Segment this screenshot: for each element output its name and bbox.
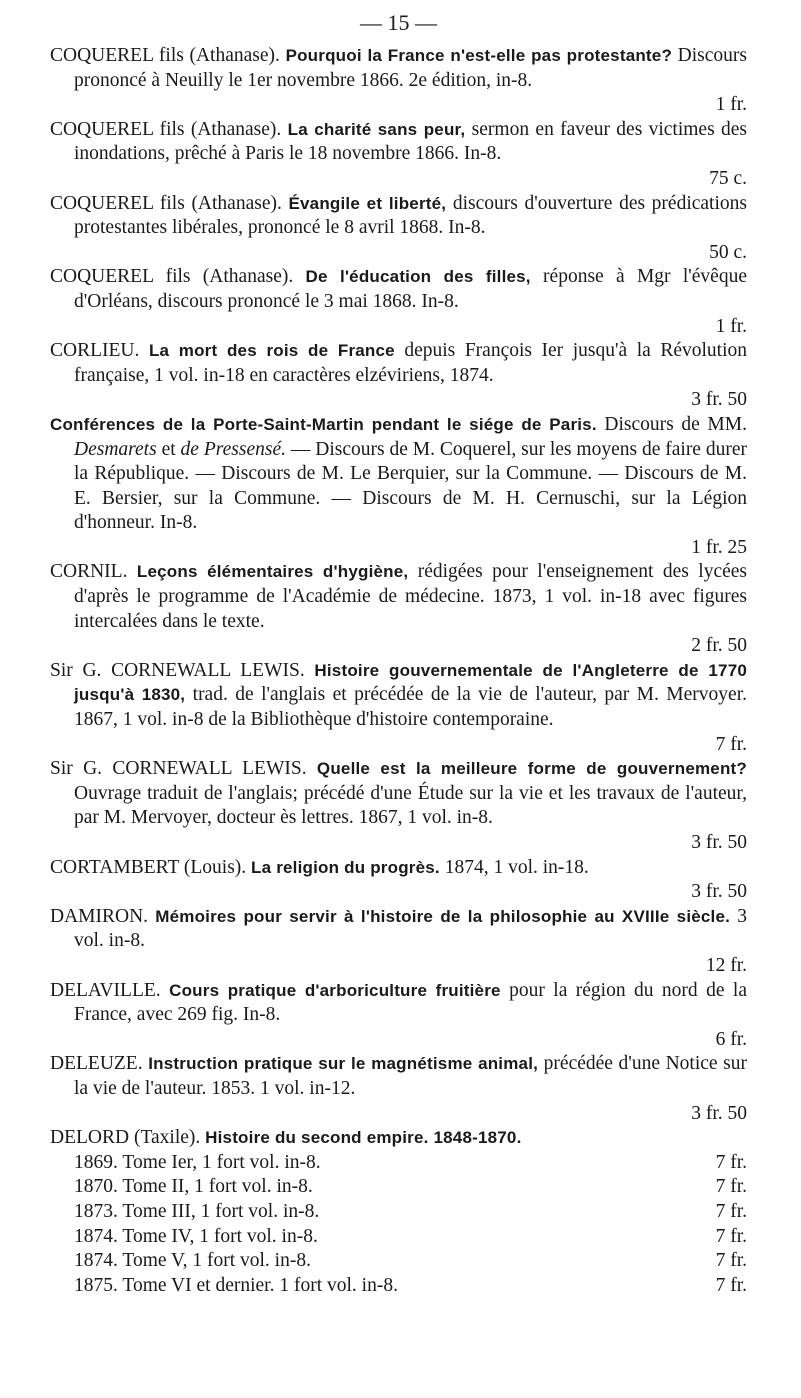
entry-details-mid: et <box>156 438 181 460</box>
entry-price: 3 fr. 50 <box>691 1102 747 1124</box>
volume-price: 7 fr. <box>715 1274 747 1296</box>
catalogue-entry <box>50 1052 747 1126</box>
volume-price: 7 fr. <box>715 1200 747 1222</box>
entry-details: discours d'ouverture des prédications protestantes libérales, prononcé le 8 avril 1868. In-8. <box>74 192 747 239</box>
catalogue-entry <box>50 979 747 1053</box>
entry-title: Pourquoi la France n'est-elle pas protestante? <box>285 46 673 65</box>
entry-title: Quelle est la meilleure forme de gouvernement? <box>316 759 747 779</box>
entry-price: 50 c. <box>709 241 747 263</box>
entry-price: 12 fr. <box>705 954 747 976</box>
entry-title: De l'éducation des filles, <box>305 267 531 287</box>
entry-price: 3 fr. 50 <box>691 389 747 411</box>
entry-price: 1 fr. 25 <box>691 536 747 558</box>
entry-details: précédée d'une Notice sur la vie de l'auteur. 1853. 1 vol. in-12. <box>74 1053 748 1099</box>
catalogue-entry <box>50 265 747 339</box>
entry-author: COQUEREL fils (Athanase). <box>50 118 282 140</box>
volume-text: 1869. Tome Ier, 1 fort vol. in-8. <box>74 1151 321 1173</box>
entry-price: 2 fr. 50 <box>691 635 747 657</box>
catalogue-entries <box>50 44 747 1298</box>
entry-price: 6 fr. <box>715 1028 747 1050</box>
volume-text: 1873. Tome III, 1 fort vol. in-8. <box>74 1200 320 1222</box>
entry-price: 75 c. <box>709 167 747 189</box>
entry-title: Évangile et liberté, <box>288 193 447 213</box>
entry-price: 3 fr. 50 <box>691 832 747 853</box>
catalogue-entry <box>50 757 747 855</box>
entry-price: 1 fr. <box>715 315 747 337</box>
entry-details: réponse à Mgr l'évêque d'Orléans, discours prononcé le 3 mai 1868. In-8. <box>74 266 747 312</box>
entry-title: La charité sans peur, <box>287 119 466 139</box>
catalogue-entry <box>50 339 747 413</box>
catalogue-entry <box>50 413 747 561</box>
volume-price: 7 fr. <box>715 1250 747 1272</box>
catalogue-entry <box>50 1126 747 1151</box>
volume-text: 1875. Tome VI et dernier. 1 fort vol. in-8. <box>74 1274 398 1296</box>
entry-author: COQUEREL fils (Athanase). <box>50 192 282 214</box>
entry-price: 3 fr. 50 <box>691 881 747 903</box>
entry-title: Cours pratique d'arboriculture fruitière <box>169 980 501 1000</box>
entry-author: COQUEREL fils (Athanase). <box>50 45 280 66</box>
volume-text: 1870. Tome II, 1 fort vol. in-8. <box>74 1176 313 1198</box>
entry-details: pour la région du nord de la France, avec 269 fig. In-8. <box>74 979 748 1026</box>
entry-details: rédigées pour l'enseignement des lycées d'après le programme de l'Académie de médecine. 1873, 1 vol. in-18 avec figures intercalées dans le texte. <box>74 561 747 632</box>
entry-details: sermon en faveur des victimes des inondations, prêché à Paris le 18 novembre 1866. In-8. <box>74 118 748 165</box>
volume-list <box>74 1151 747 1299</box>
entry-author: DAMIRON. <box>50 905 149 927</box>
entry-title: Instruction pratique sur le magnétisme animal, <box>148 1054 539 1074</box>
volume-row <box>74 1274 747 1299</box>
entry-author: DELORD (Taxile). <box>50 1127 201 1149</box>
entry-details: depuis François Ier jusqu'à la Révolution française, 1 vol. in-18 en caractères elzéviriens, 1874. <box>74 340 747 386</box>
entry-details-pre: Discours de MM. <box>596 413 747 435</box>
entry-title: Histoire du second empire. 1848-1870. <box>205 1128 522 1148</box>
catalogue-entry <box>50 44 747 118</box>
entry-details: 1874, 1 vol. in-18. <box>439 856 589 878</box>
entry-details: 3 vol. in-8. <box>74 905 748 952</box>
catalogue-entry <box>50 192 747 266</box>
entry-author: DELEUZE. <box>50 1053 143 1075</box>
volume-price: 7 fr. <box>715 1151 747 1173</box>
catalogue-entry <box>50 905 747 979</box>
entry-title: Mémoires pour servir à l'histoire de la philosophie au XVIIIe siècle. <box>155 906 731 926</box>
entry-price: 1 fr. <box>715 94 747 116</box>
volume-row <box>74 1249 747 1274</box>
entry-title: La religion du progrès. <box>251 857 440 877</box>
catalogue-entry <box>50 659 747 757</box>
volume-row <box>74 1175 747 1200</box>
volume-text: 1874. Tome V, 1 fort vol. in-8. <box>74 1250 311 1272</box>
entry-author: Sir G. CORNEWALL LEWIS. <box>50 659 305 681</box>
entry-names: Desmarets <box>74 438 157 460</box>
catalogue-entry <box>50 856 747 905</box>
volume-row <box>74 1151 747 1176</box>
entry-title: La mort des rois de France <box>148 341 395 361</box>
entry-author: CORLIEU. <box>50 340 140 362</box>
entry-names-2: de Pressensé. <box>180 438 286 460</box>
entry-author: DELAVILLE. <box>50 979 161 1001</box>
entry-title: Histoire gouvernementale de l'Angleterre de 1770 jusqu'à 1830, <box>74 660 748 705</box>
catalogue-entry <box>50 560 747 658</box>
entry-price: 7 fr. <box>715 733 747 755</box>
catalogue-entry <box>50 118 747 192</box>
entry-title: Leçons élémentaires d'hygiène, <box>136 562 409 582</box>
entry-author: CORTAMBERT (Louis). <box>50 856 247 878</box>
entry-author: Sir G. CORNEWALL LEWIS. <box>50 758 307 780</box>
volume-price: 7 fr. <box>715 1176 747 1198</box>
page-number: — 15 — <box>360 10 437 35</box>
entry-details: — Discours de M. Coquerel, sur les moyens de faire durer la République. — Discours de M. Le Berquier, sur la Commune. — Discours de M. E. Bersier, sur la Commune. — Discours de M. H. Cernuschi, sur la Légion d'honneur. In-8. <box>74 438 747 534</box>
volume-row <box>74 1200 747 1225</box>
volume-price: 7 fr. <box>715 1225 747 1247</box>
entry-author: COQUEREL fils (Athanase). <box>50 266 294 288</box>
entry-details: Discours prononcé à Neuilly le 1er novembre 1866. 2e édition, in-8. <box>74 45 748 91</box>
entry-details: Ouvrage traduit de l'anglais; précédé d'une Étude sur la vie et les travaux de l'auteur, par M. Mervoyer, docteur ès lettres. 1867, 1 vol. in-8. <box>74 782 747 829</box>
volume-row <box>74 1225 747 1250</box>
entry-title: Conférences de la Porte-Saint-Martin pendant le siége de Paris. <box>50 414 597 434</box>
entry-details: trad. de l'anglais et précédée de la vie de l'auteur, par M. Mervoyer. 1867, 1 vol. in-8 de la Bibliothèque d'histoire contemporaine. <box>74 684 747 731</box>
volume-text: 1874. Tome IV, 1 fort vol. in-8. <box>74 1225 318 1247</box>
entry-author: CORNIL. <box>50 561 128 583</box>
